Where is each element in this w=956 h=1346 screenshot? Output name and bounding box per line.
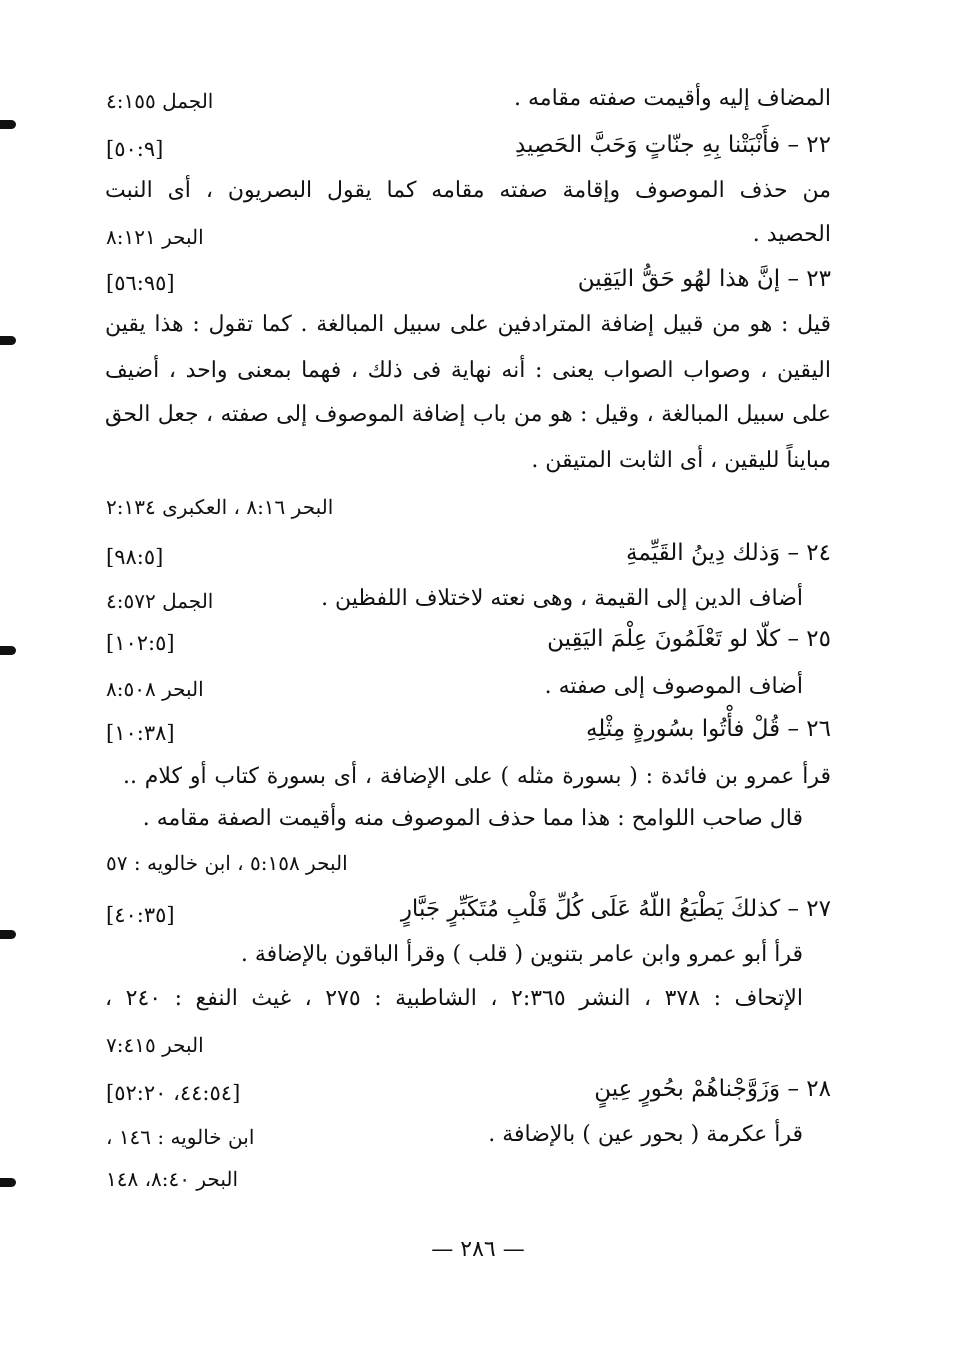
text-line: قرأ عمرو بن فائدة : ( بسورة مثله ) على الإضافة ، أى بسورة كتاب أو كلام .. [123,764,831,789]
binding-mark [0,336,16,345]
text-line: قيل : هو من قبيل إضافة المترادفين على سبيل المبالغة . كما تقول : هذا يقين [105,312,831,337]
text-line: أضاف الموصوف إلى صفته . [544,674,803,699]
verse-27: ٢٧ – كذلكَ يَطْبَعُ اللّهُ عَلَى كُلِّ قَلْبِ مُتَكَبِّرٍ جَبَّارٍ [400,896,831,922]
page-number: — ٢٨٦ — [431,1237,525,1262]
text-line: قال صاحب اللوامح : هذا مما حذف الموصوف منه وأقيمت الصفة مقامه . [142,806,803,831]
text-line: على سبيل المبالغة ، وقيل : هو من باب إضافة الموصوف إلى صفته ، جعل الحق [105,402,831,427]
verse-28: ٢٨ – وَزَوَّجْناهُمْ بحُورٍ عِينٍ [594,1076,831,1102]
verse-22: ٢٢ – فأَنْبَتْنا بِهِ جنّاتٍ وَحَبَّ الحَصِيدِ [515,132,831,158]
verse-ref-26: [١٠:٣٨] [106,721,175,745]
citation: البحر ٨:٤٠، ١٤٨ [106,1167,239,1191]
verse-ref-23: [٥٦:٩٥] [106,271,175,295]
text-line: قرأ أبو عمرو وابن عامر بتنوين ( قلب ) وقرأ الباقون بالإضافة . [240,942,803,967]
verse-26: ٢٦ – قُلْ فأْتُوا بسُورةٍ مِثْلِهِ [585,716,831,742]
citation: البحر ٨:٥٠٨ [106,677,204,701]
citation: البحر ٨:١٢١ [106,225,204,249]
verse-24: ٢٤ – وَذلك دِينُ القَيِّمةِ [626,540,831,566]
verse-25: ٢٥ – كلّا لو تَعْلَمُونَ عِلْمَ اليَقِين [547,626,831,652]
verse-23: ٢٣ – إنَّ هذا لهُو حَقُّ اليَقِين [577,266,831,292]
verse-ref-27: [٤٠:٣٥] [106,903,175,927]
citation: الجمل ٤:٥٧٢ [106,589,214,613]
text-line: الحصيد . [752,222,831,247]
text-line: قرأ عكرمة ( بحور عين ) بالإضافة . [488,1122,803,1147]
binding-mark [0,120,16,129]
citation: الجمل ٤:١٥٥ [106,89,214,113]
verse-ref-24: [٩٨:٥] [106,545,164,569]
binding-mark [0,646,16,655]
citation: ابن خالويه : ١٤٦ ، [106,1125,255,1149]
text-line: اليقين ، وصواب الصواب يعنى : أنه نهاية فى ذلك ، فهما بمعنى واحد ، أضيف [105,358,831,383]
text-line: المضاف إليه وأقيمت صفته مقامه . [514,86,831,111]
text-line: الإتحاف : ٣٧٨ ، النشر ٢:٣٦٥ ، الشاطبية : ٢٧٥ ، غيث النفع : ٢٤٠ ، [105,986,803,1011]
citation: البحر ٥:١٥٨ ، ابن خالويه : ٥٧ [106,851,348,875]
binding-mark [0,1178,16,1187]
binding-mark [0,930,16,939]
text-line: مبايناً لليقين ، أى الثابت المتيقن . [531,448,831,473]
text-line: أضاف الدين إلى القيمة ، وهى نعته لاختلاف اللفظين . [321,586,803,611]
verse-ref-28: [٤٤:٥٤، ٥٢:٢٠] [106,1081,241,1105]
text-line: من حذف الموصوف وإقامة صفته مقامه كما يقول البصريون ، أى النبت [105,178,831,203]
verse-ref-22: [٥٠:٩] [106,137,164,161]
citation: البحر ٨:١٦ ، العكبرى ٢:١٣٤ [106,495,334,519]
verse-ref-25: [١٠٢:٥] [106,631,175,655]
citation: البحر ٧:٤١٥ [106,1033,204,1057]
